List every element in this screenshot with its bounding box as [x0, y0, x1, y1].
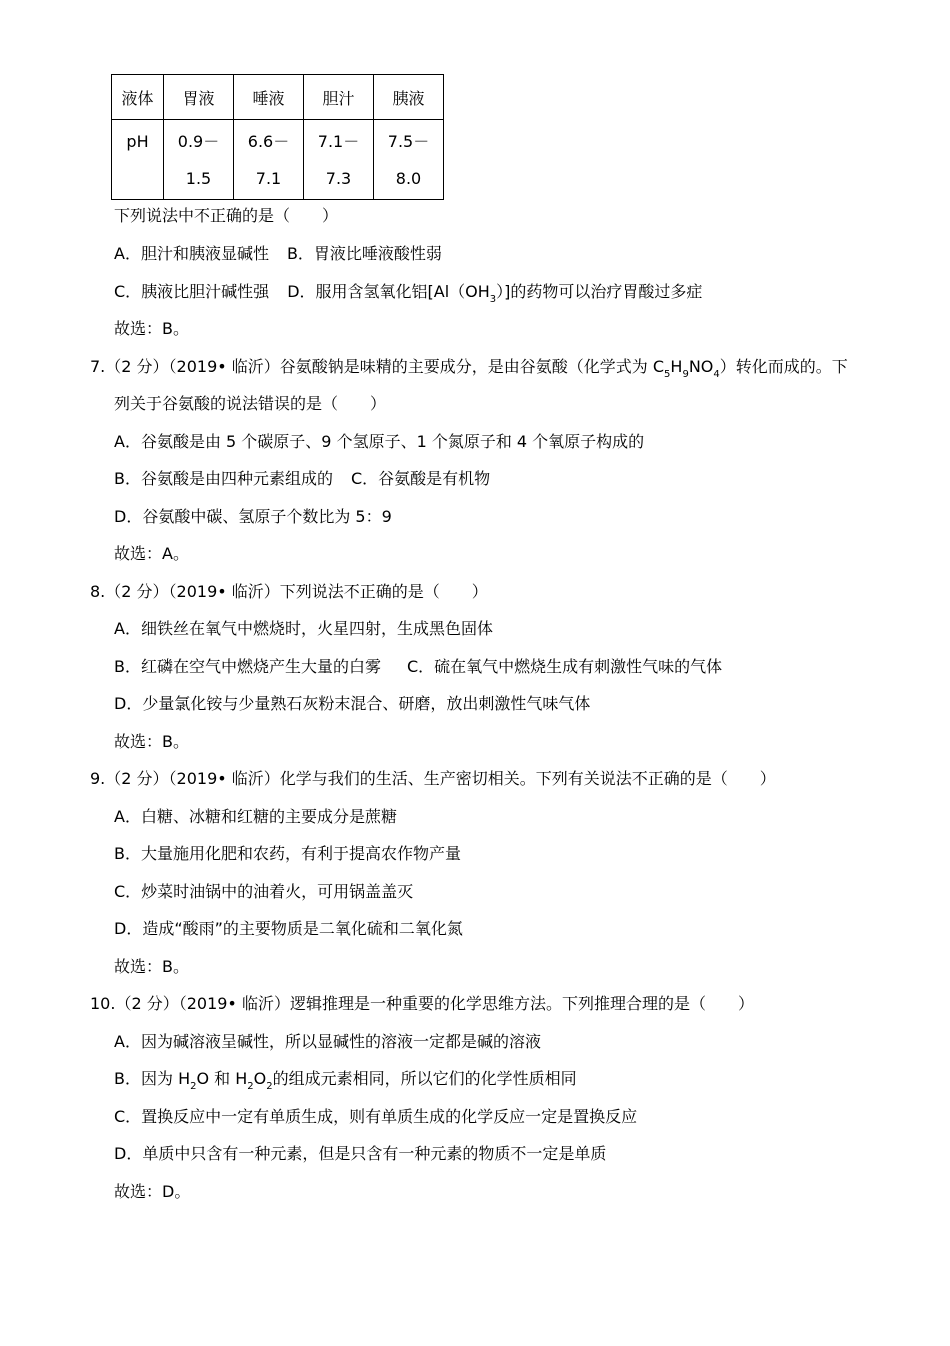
q8-option-b: B．红磷在空气中燃烧产生大量的白雾 [114, 657, 381, 676]
q7-answer: 故选：A。 [114, 544, 189, 563]
q6-option-c: C．胰液比胆汁碱性强 [114, 282, 270, 301]
q7-option-c: C．谷氨酸是有机物 [350, 469, 491, 488]
table-cell-line: 6.6－ [247, 132, 290, 151]
q8-option-d: D．少量氯化铵与少量熟石灰粉末混合、研磨，放出刺激性气味气体 [114, 694, 591, 713]
q6-option-b: B．胃液比唾液酸性弱 [286, 244, 442, 263]
q6-option-d-text: D．服用含氢氧化铝[Al（OH [287, 282, 490, 301]
table-header-cell: 胰液 [374, 75, 444, 120]
table-cell [164, 120, 234, 200]
q10-option-a: A．因为碱溶液呈碱性，所以显碱性的溶液一定都是碱的溶液 [114, 1032, 541, 1051]
q6-stem: 下列说法中不正确的是（ ） [114, 206, 339, 225]
q7-option-a: A．谷氨酸是由 5 个碳原子、9 个氢原子、1 个氮原子和 4 个氧原子构成的 [114, 432, 645, 451]
ph-table [111, 74, 444, 200]
subscript: 9 [682, 369, 689, 380]
q7-stem-text-end: ）转化而成的。下 [719, 357, 848, 376]
q10-option-d: D．单质中只含有一种元素，但是只含有一种元素的物质不一定是单质 [114, 1144, 607, 1163]
q10-answer: 故选：D。 [114, 1182, 191, 1201]
table-cell-line: 8.0 [395, 169, 422, 188]
q10-option-b-text: B．因为 H [114, 1069, 191, 1088]
q6-options-cd [114, 282, 702, 305]
table-cell-line: 7.1－ [317, 132, 360, 151]
q8-stem: 8.（2 分）（2019• 临沂）下列说法不正确的是（ ） [90, 582, 488, 601]
formula-symbol: NO [688, 357, 714, 376]
q9-option-d: D．造成“酸雨”的主要物质是二氧化硫和二氧化氮 [114, 919, 463, 938]
table-header-cell: 液体 [112, 75, 164, 120]
table-cell [374, 120, 444, 200]
subscript: 3 [489, 294, 497, 305]
q9-option-c: C．炒菜时油锅中的油着火，可用锅盖盖灭 [114, 882, 414, 901]
table-cell-line: 7.5－ [387, 132, 430, 151]
table-cell [304, 120, 374, 200]
table-cell-line: 1.5 [185, 169, 212, 188]
q9-answer: 故选：B。 [114, 957, 189, 976]
table-cell-line: 0.9－ [177, 132, 220, 151]
q7-options-bc [114, 469, 490, 489]
q7-stem [90, 357, 848, 380]
formula-symbol: H [670, 357, 683, 376]
subscript: 5 [664, 369, 671, 380]
q8-option-a: A．细铁丝在氧气中燃烧时，火星四射，生成黑色固体 [114, 619, 493, 638]
table-header-row [112, 75, 444, 120]
q7-stem-line2: 列关于谷氨酸的说法错误的是（ ） [114, 394, 387, 413]
subscript: 2 [247, 1081, 254, 1092]
table-cell-line: 7.3 [325, 169, 352, 188]
table-cell [234, 120, 304, 200]
q7-stem-text: 7.（2 分）（2019• 临沂）谷氨酸钠是味精的主要成分，是由谷氨酸（化学式为 C [90, 357, 665, 376]
table-cell-line: 7.1 [255, 169, 282, 188]
q10-option-b-text: O 和 H [196, 1069, 248, 1088]
q9-option-a: A．白糖、冰糖和红糖的主要成分是蔗糖 [114, 807, 397, 826]
table-row-label: pH [112, 120, 164, 200]
q10-option-c: C．置换反应中一定有单质生成，则有单质生成的化学反应一定是置换反应 [114, 1107, 638, 1126]
table-header-cell: 胆汁 [304, 75, 374, 120]
q8-answer: 故选：B。 [114, 732, 189, 751]
q8-options-bc [114, 657, 722, 677]
q7-option-d: D．谷氨酸中碳、氢原子个数比为 5：9 [114, 507, 392, 526]
q10-option-b [114, 1069, 577, 1092]
q10-option-b-text: O [253, 1069, 267, 1088]
q6-option-d [287, 282, 703, 305]
q6-option-d-text-end: ）]的药物可以治疗胃酸过多症 [496, 282, 703, 301]
q10-stem: 10.（2 分）（2019• 临沂）逻辑推理是一种重要的化学思维方法。下列推理合理的是（ ） [90, 994, 754, 1013]
subscript: 2 [190, 1081, 197, 1092]
q6-answer: 故选：B。 [114, 319, 189, 338]
table-row [112, 120, 444, 200]
q8-option-c: C．硫在氧气中燃烧生成有刺激性气味的气体 [406, 657, 723, 676]
q9-option-b: B．大量施用化肥和农药，有利于提高农作物产量 [114, 844, 461, 863]
q7-option-b: B．谷氨酸是由四种元素组成的 [114, 469, 333, 488]
table-header-cell: 唾液 [234, 75, 304, 120]
q10-option-b-text-end: 的组成元素相同，所以它们的化学性质相同 [272, 1069, 577, 1088]
q6-option-a: A．胆汁和胰液显碱性 [114, 244, 269, 263]
subscript: 2 [266, 1081, 273, 1092]
subscript: 4 [713, 369, 720, 380]
q9-stem: 9.（2 分）（2019• 临沂）化学与我们的生活、生产密切相关。下列有关说法不正确的是（ ） [90, 769, 776, 788]
q6-options-ab [114, 244, 442, 264]
table-header-cell: 胃液 [164, 75, 234, 120]
